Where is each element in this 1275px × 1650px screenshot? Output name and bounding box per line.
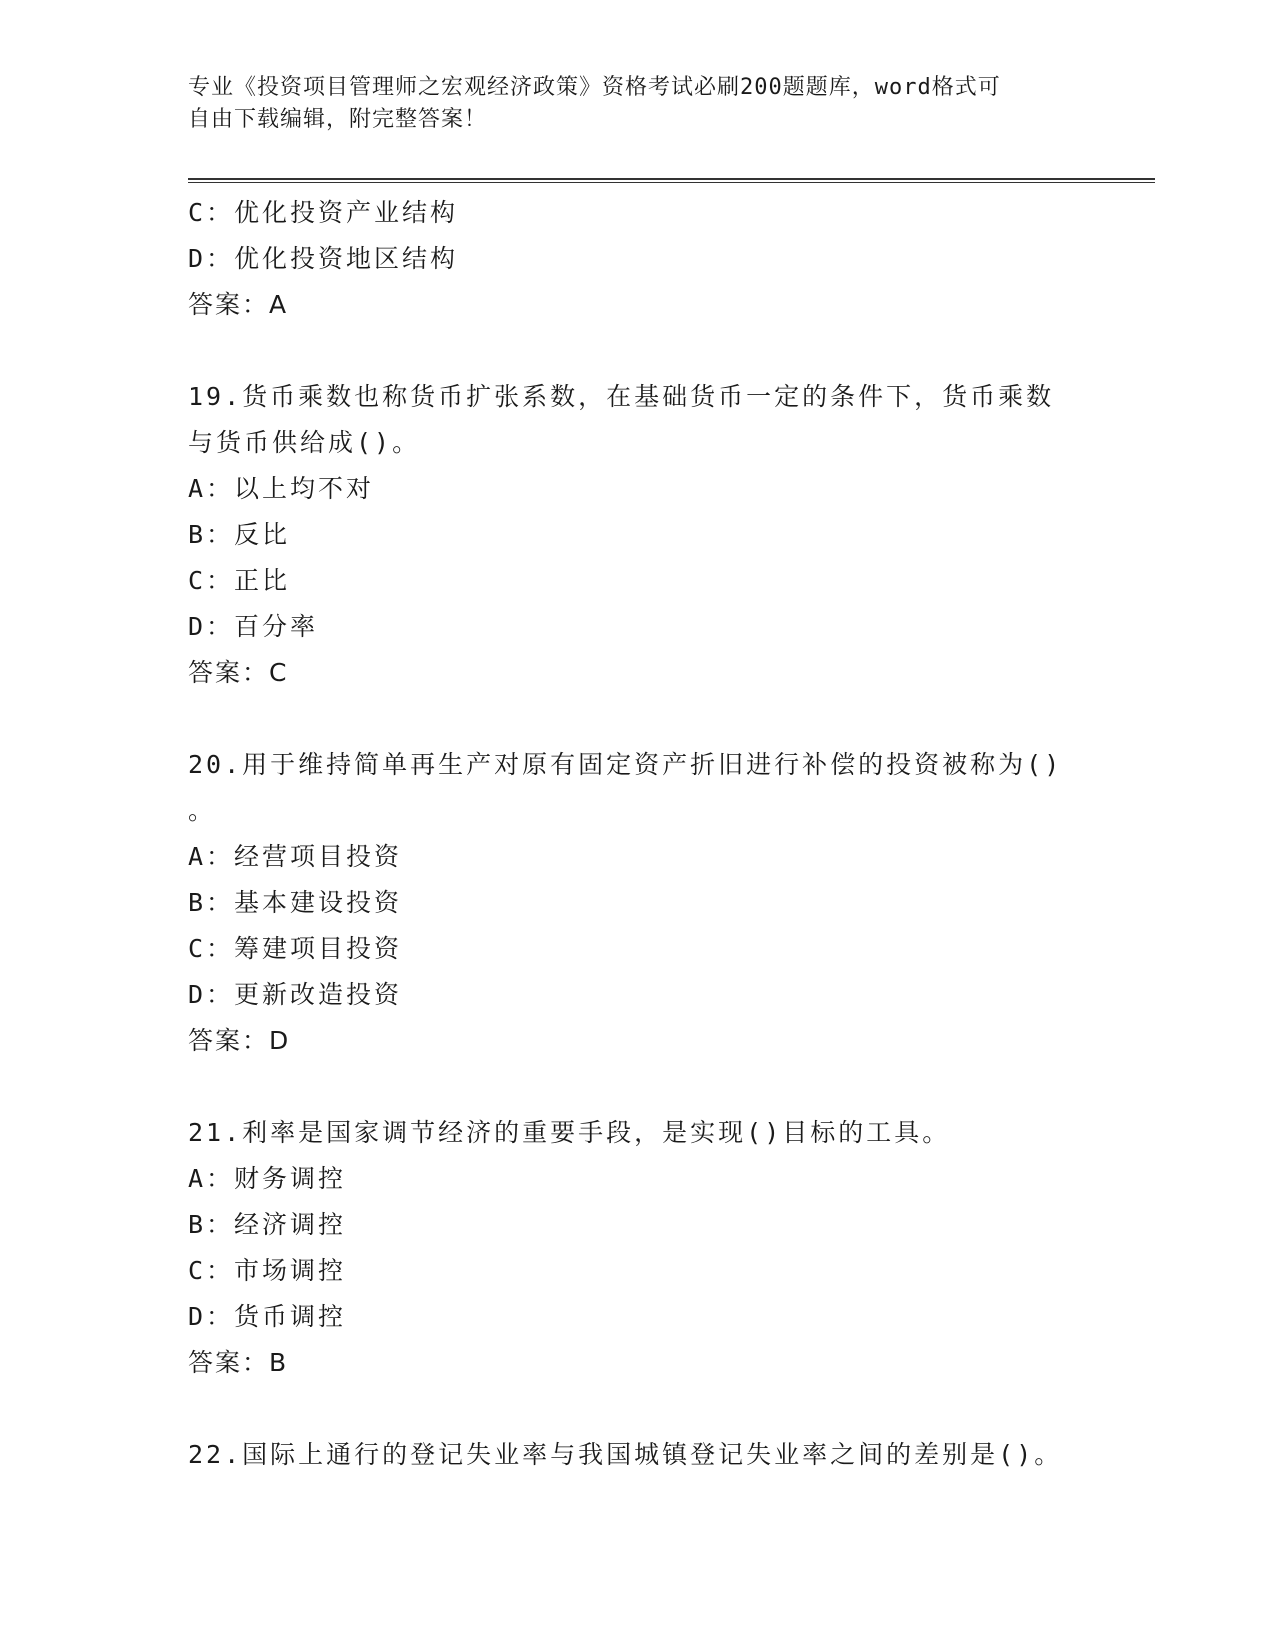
question-stem: 19.货币乘数也称货币扩张系数，在基础货币一定的条件下，货币乘数 [188,382,1055,411]
option-a: A：经营项目投资 [188,842,403,871]
option-b: B：反比 [188,520,291,549]
option-a: A：财务调控 [188,1164,347,1193]
question-22 [188,1432,1088,1478]
option-d: D：百分率 [188,612,319,641]
option-b: B：经济调控 [188,1210,347,1239]
question-20 [188,742,1088,1064]
option-c: C：正比 [188,566,291,595]
question-19 [188,374,1088,696]
question-stem-cont: 与货币供给成()。 [188,428,421,457]
answer: 答案：B [188,1348,289,1377]
answer: 答案：A [188,290,289,319]
answer: 答案：C [188,658,289,687]
spacer [188,1064,1088,1110]
header-line-2: 自由下载编辑，附完整答案！ [188,107,488,132]
option-d: D：优化投资地区结构 [188,244,459,273]
answer: 答案：D [188,1026,291,1055]
question-list [188,190,1088,1478]
option-d: D：更新改造投资 [188,980,403,1009]
header-line-1: 专业《投资项目管理师之宏观经济政策》资格考试必刷200题题库，word格式可 [188,75,1001,100]
question-18 [188,190,1088,328]
option-a: A：以上均不对 [188,474,375,503]
document-header [188,72,1088,136]
spacer [188,696,1088,742]
option-d: D：货币调控 [188,1302,347,1331]
spacer [188,1386,1088,1432]
question-stem: 20.用于维持简单再生产对原有固定资产折旧进行补偿的投资被称为() [188,750,1063,779]
header-divider-thin [188,182,1155,183]
option-c: C：市场调控 [188,1256,347,1285]
option-b: B：基本建设投资 [188,888,403,917]
question-stem-cont: 。 [188,796,217,825]
question-stem: 22.国际上通行的登记失业率与我国城镇登记失业率之间的差别是()。 [188,1440,1063,1469]
spacer [188,328,1088,374]
question-21 [188,1110,1088,1386]
question-stem: 21.利率是国家调节经济的重要手段，是实现()目标的工具。 [188,1118,951,1147]
header-divider-thick [188,178,1155,180]
option-c: C：优化投资产业结构 [188,198,459,227]
option-c: C：筹建项目投资 [188,934,403,963]
